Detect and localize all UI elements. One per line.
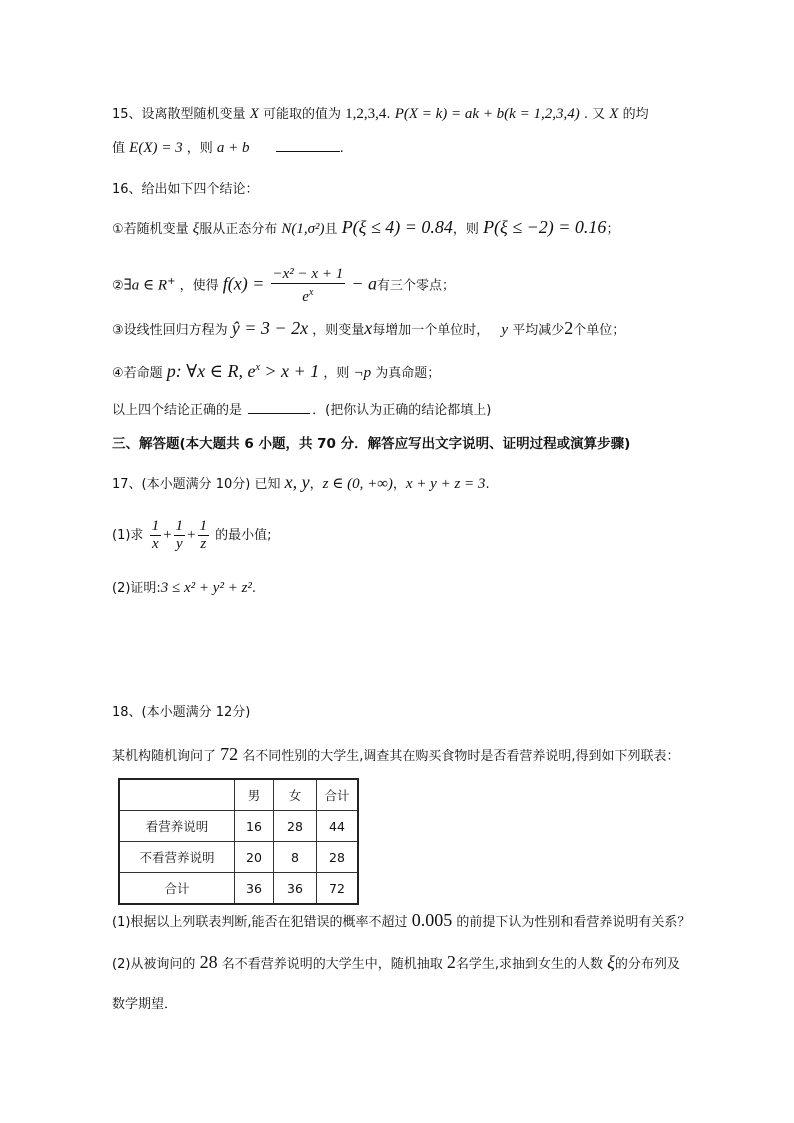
q16-s1-xi: ξ — [192, 221, 200, 237]
q16-s2-plus: + — [167, 276, 176, 287]
table-header-cell: 合计 — [317, 779, 359, 811]
q18-p1 — [112, 910, 690, 933]
q17-cond: x + y + z = 3 — [405, 476, 486, 492]
q17-p2 — [112, 578, 256, 599]
q15-end: . — [339, 141, 344, 156]
q17-p1-b: 的最小值; — [215, 528, 272, 543]
q18-p2 — [112, 952, 680, 975]
q15-ab: a + b — [216, 140, 250, 156]
q15-prefix: 15、设离散型随机变量 — [112, 107, 246, 122]
q16-s4-prop-wrap — [167, 361, 319, 381]
q16-s1-a: ①若随机变量 — [112, 222, 189, 237]
q17-frac-x — [150, 518, 162, 553]
table-cell: 36 — [274, 873, 317, 905]
table-cell: 28 — [274, 811, 317, 842]
q18-p2-cont: 数学期望． — [112, 997, 178, 1012]
q16-s2-exists: ∃a ∈ R — [123, 277, 168, 294]
q17-frac-x-den: x — [151, 536, 159, 552]
q16-s2-c: 有三个零点； — [377, 278, 456, 294]
q16-s2-den-sup: x — [308, 286, 314, 298]
q16-s1-d: ，则 — [452, 222, 479, 237]
q16-s1-p2: P(ξ ≤ −2) = 0.16 — [483, 217, 607, 237]
q17-p2-end: . — [251, 581, 257, 596]
q16-s3 — [112, 318, 625, 341]
q15-formula: P(X = k) = ak + b(k = 1,2,3,4) — [394, 106, 580, 122]
q17-p2-a: (2)证明: — [112, 581, 161, 596]
q18-p1-b: 的前提下认为性别和看营养说明有关系？ — [456, 915, 691, 930]
q16-s3-a: ③设线性回归方程为 — [112, 323, 228, 338]
table-row — [119, 842, 358, 873]
q15-answer-blank[interactable] — [276, 139, 340, 152]
q16-s2-den — [300, 284, 315, 306]
table-header-cell — [119, 779, 235, 811]
q18-intro — [112, 744, 680, 767]
table-cell: 44 — [317, 811, 359, 842]
q15-var2: X — [609, 106, 619, 122]
table-header-cell: 男 — [235, 779, 274, 811]
q16-s3-c: 每增加一个单位时， — [372, 323, 490, 338]
q15-vals: 1,2,3,4 — [345, 106, 387, 122]
q16-closing-b: ．(把你认为正确的结论都填上) — [312, 403, 492, 418]
q17-frac-z — [198, 518, 210, 553]
q16-s3-d: 平均减少 — [512, 323, 565, 338]
q16-s3-y: y — [501, 322, 509, 338]
q17-p1 — [112, 515, 272, 556]
q16-s3-eq: ŷ = 3 − 2x — [231, 318, 309, 338]
table-cell: 看营养说明 — [119, 811, 235, 842]
q18-p2-c: 名学生,求抽到女生的人数 — [455, 957, 603, 972]
table-cell: 不看营养说明 — [119, 842, 235, 873]
q16-s2 — [112, 262, 455, 306]
table-row — [119, 873, 358, 905]
q16-s2-a: ② — [112, 278, 124, 294]
q16-s3-two: 2 — [564, 318, 574, 338]
q17-frac-y — [174, 518, 186, 553]
q18-p2-b: 名不看营养说明的大学生中，随机抽取 — [221, 957, 443, 972]
q16-closing — [112, 401, 491, 421]
q18-xi: ξ — [607, 952, 615, 972]
q16-s2-minus-a: − a — [351, 273, 377, 294]
table-cell: 28 — [317, 842, 359, 873]
q18-n28: 28 — [199, 952, 218, 972]
q16-s1-e: ； — [606, 222, 620, 237]
q17-p1-a: (1)求 — [112, 528, 144, 543]
q18-alpha: 0.005 — [411, 910, 453, 930]
q15-mid3: ，则 — [186, 141, 213, 156]
q16-closing-a: 以上四个结论正确的是 — [112, 403, 243, 418]
q18-head: 18、(本小题满分 12分) — [112, 705, 251, 720]
q16-s1-c: 且 — [324, 222, 338, 237]
table-header-row — [119, 779, 358, 811]
q16-s1 — [112, 217, 619, 240]
q16-s4-sup: x — [255, 362, 260, 373]
q17-end: . — [485, 477, 490, 492]
q15-expect: E(X) = 3 — [129, 140, 183, 156]
q15-line2 — [112, 138, 344, 159]
table-cell: 8 — [274, 842, 317, 873]
q16-s2-fx: f(x) = — [222, 273, 265, 294]
q16-s2-b: ，使得 — [179, 278, 219, 294]
q15-l2-prefix: 值 — [112, 141, 126, 156]
q17-frac-y-num: 1 — [175, 518, 184, 534]
table-cell: 20 — [235, 842, 274, 873]
q16-s4-rest: > x + 1 — [259, 361, 320, 381]
q17-comma: ， — [309, 477, 323, 492]
q17-frac-y-den: y — [175, 536, 183, 552]
q17-domain: z ∈ (0, +∞) — [322, 476, 393, 492]
table-cell: 72 — [317, 873, 359, 905]
q16-s3-x: x — [364, 318, 373, 338]
q18-p2-a: (2)从被询问的 — [112, 957, 196, 972]
q15-suffix1: 的均 — [622, 107, 649, 122]
q18-p1-a: (1)根据以上列联表判断,能否在犯错误的概率不超过 — [112, 915, 408, 930]
q16-s1-dist: N(1,σ²) — [281, 221, 325, 237]
q18-intro-a: 某机构随机询问了 — [112, 749, 217, 764]
q16-s4-notp: ¬p — [353, 365, 372, 381]
q16-s4-c: 为真命题； — [375, 366, 441, 381]
table-cell: 16 — [235, 811, 274, 842]
q15-line1 — [112, 104, 649, 125]
q17-xy: x, y — [284, 472, 310, 492]
q16-answer-blank[interactable] — [248, 401, 310, 414]
table-cell: 36 — [235, 873, 274, 905]
q15-dot: . — [386, 107, 391, 122]
table-header-cell: 女 — [274, 779, 317, 811]
q17-head-text: 17、(本小题满分 10分) 已知 — [112, 477, 281, 492]
q16-s1-b: 服从正态分布 — [199, 222, 278, 237]
q16-s2-den-base: e — [302, 288, 309, 305]
section3-heading: 三、解答题(本大题共 6 小题，共 70 分．解答应写出文字说明、证明过程或演算步骤) — [112, 436, 631, 452]
q15-var: X — [249, 106, 259, 122]
q15-mid1: 可能取的值为 — [263, 107, 342, 122]
q18-n: 72 — [220, 744, 239, 764]
q16-s2-num: −x² − x + 1 — [272, 265, 344, 282]
q18-k2: 2 — [446, 952, 456, 972]
q16-s1-p1: P(ξ ≤ 4) = 0.84 — [341, 217, 453, 237]
table-cell: 合计 — [119, 873, 235, 905]
q16-s3-e: 个单位； — [573, 323, 626, 338]
q17-plus2: + — [187, 527, 196, 543]
q16-s4-a: ④若命题 — [112, 366, 163, 381]
table-row — [119, 811, 358, 842]
q18-p2-d: 的分布列及 — [614, 957, 680, 972]
q17-frac-z-den: z — [200, 536, 207, 552]
q17-head — [112, 472, 490, 495]
q18-intro-b: 名不同性别的大学生,调查其在购买食物时是否看营养说明,得到如下列联表： — [242, 749, 680, 764]
q16-title: 16、给出如下四个结论： — [112, 182, 259, 197]
q16-s4-prop: p: ∀x ∈ R, e — [166, 361, 256, 381]
q17-frac-z-num: 1 — [199, 518, 207, 534]
contingency-table — [118, 778, 359, 905]
q17-comma2: ， — [392, 477, 406, 492]
q16-s4-b: ，则 — [323, 366, 350, 381]
q16-s4 — [112, 358, 440, 384]
q16-s3-b: ，则变量 — [312, 323, 365, 338]
q15-mid2: . 又 — [583, 107, 606, 122]
q16-s2-fraction — [271, 266, 346, 306]
q17-plus1: + — [163, 527, 172, 543]
q17-frac-x-num: 1 — [151, 518, 160, 534]
q17-p2-formula: 3 ≤ x² + y² + z² — [160, 580, 252, 596]
